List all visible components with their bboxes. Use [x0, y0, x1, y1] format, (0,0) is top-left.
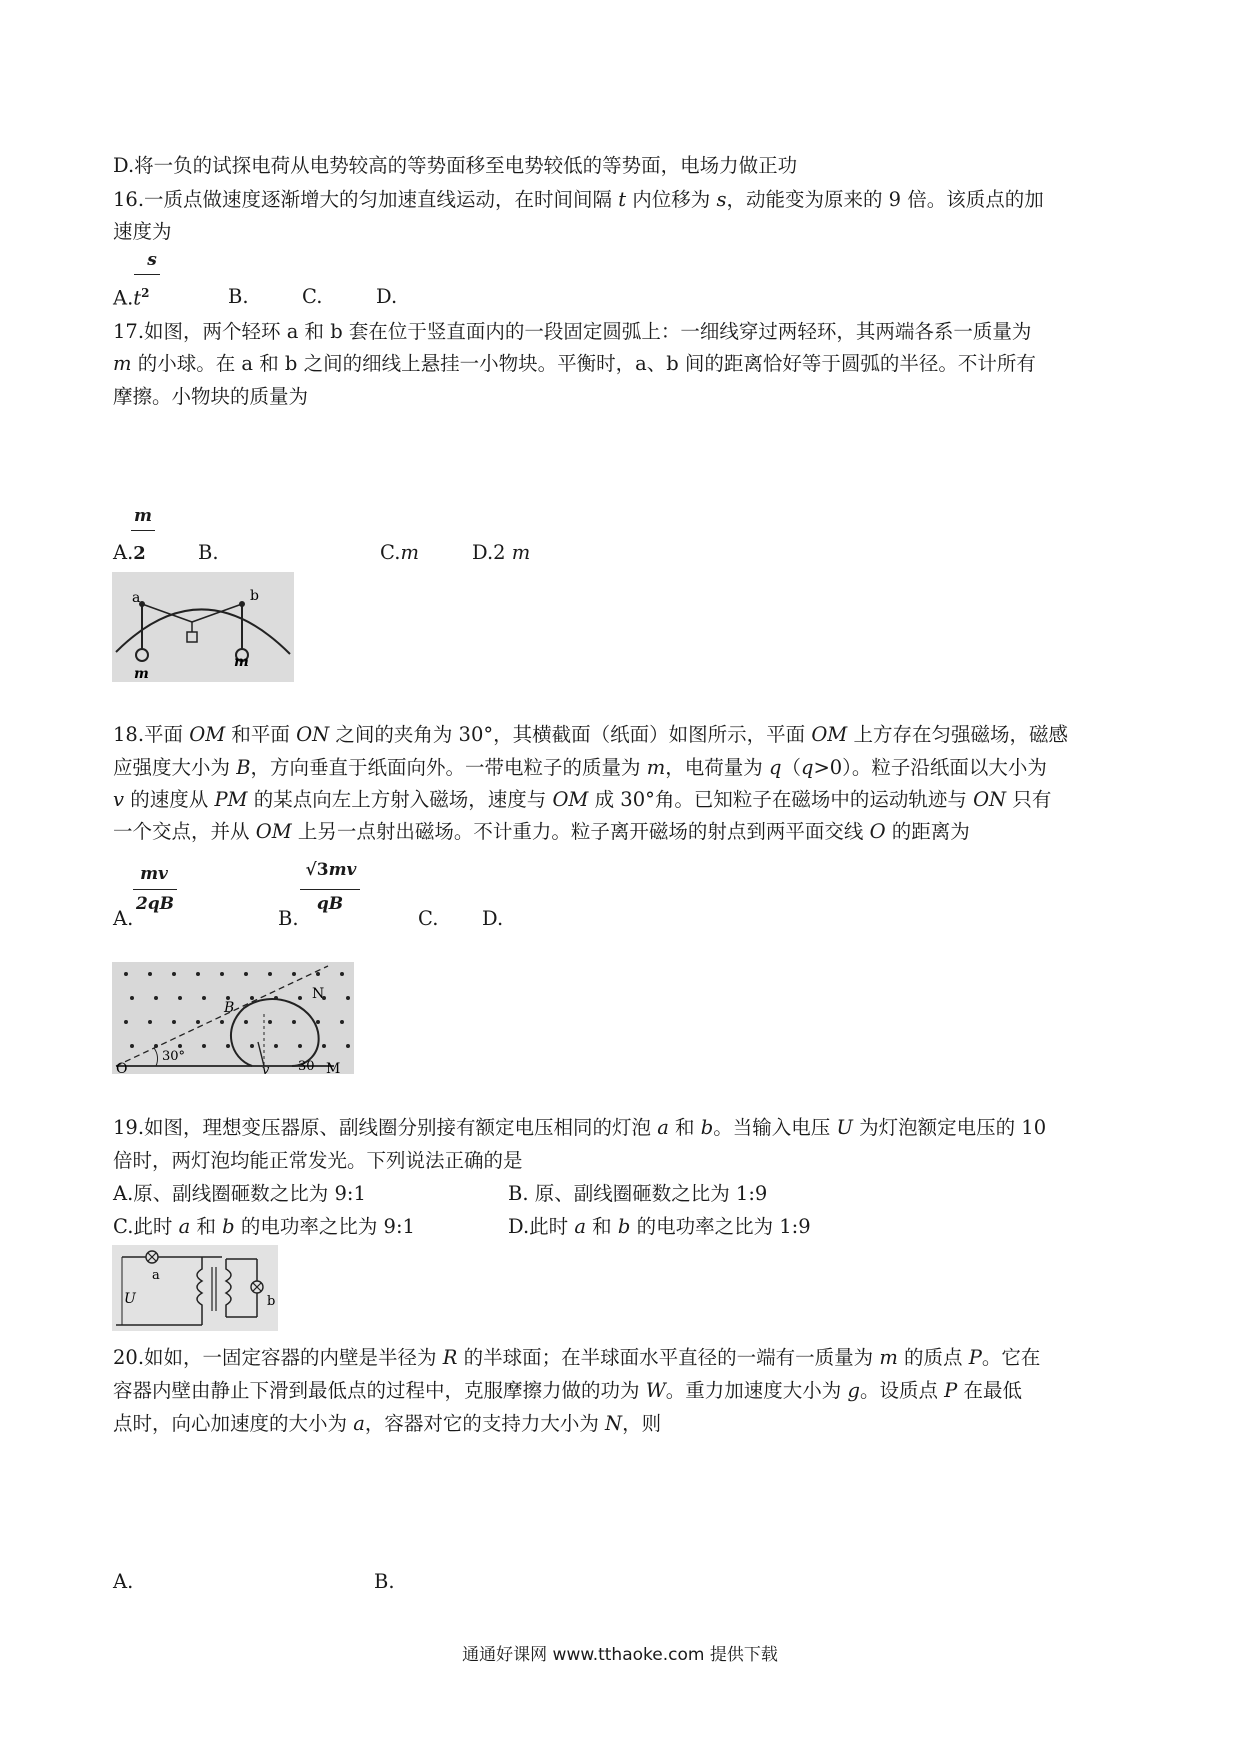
- field-dot: [148, 972, 152, 976]
- var-P: P: [944, 1379, 958, 1402]
- text: 的半球面；在半球面水平直径的一端有一质量为: [457, 1346, 880, 1369]
- field-dot: [298, 996, 302, 1000]
- var-s: s: [716, 188, 727, 211]
- text: 的电功率之比为 9:1: [234, 1215, 415, 1238]
- text: ，则: [622, 1412, 662, 1435]
- field-dot: [130, 996, 134, 1000]
- field-dot: [340, 1020, 344, 1024]
- text: 容器内壁由静止下滑到最低点的过程中，克服摩擦力做的功为: [113, 1379, 646, 1402]
- label: A.: [113, 286, 134, 310]
- var-m: m: [400, 541, 419, 564]
- text: 成 30°角。已知粒子在磁场中的运动轨迹与: [588, 788, 974, 811]
- var-PM: PM: [214, 788, 248, 811]
- q17-option-a: [113, 543, 146, 563]
- q18-fig-label-angle2: 30: [298, 1059, 315, 1074]
- q20-stem-line2: [113, 1381, 1022, 1401]
- q18-option-a-bar: [133, 889, 177, 890]
- q17-fig-label-m2: m: [234, 654, 249, 670]
- q18-figure: [112, 962, 354, 1074]
- var-m: m: [113, 352, 132, 375]
- field-dot: [346, 1044, 350, 1048]
- field-dot: [346, 996, 350, 1000]
- field-dot: [316, 1020, 320, 1024]
- field-dot: [124, 972, 128, 976]
- text: 内位移为: [626, 188, 717, 211]
- var-ON: ON: [973, 788, 1007, 811]
- q17-figure-svg: [112, 572, 294, 682]
- text: 和: [585, 1215, 618, 1238]
- label: D.2: [472, 541, 512, 564]
- text: 20.如如，一固定容器的内壁是半径为: [113, 1346, 443, 1369]
- text: 和: [190, 1215, 223, 1238]
- var-O: O: [869, 820, 886, 843]
- text: 上方存在匀强磁场，磁感: [847, 723, 1068, 746]
- field-dot: [298, 1044, 302, 1048]
- var-a: a: [353, 1412, 365, 1435]
- q18-figure-svg: [112, 962, 354, 1074]
- q17-option-d: [472, 543, 530, 563]
- var-t: t: [618, 188, 627, 211]
- q16-frac-num: s: [147, 250, 157, 270]
- text: （: [781, 756, 801, 779]
- q17-frac-num: m: [134, 506, 152, 526]
- q17-figure: [112, 572, 294, 682]
- field-dot: [268, 1020, 272, 1024]
- var-m: m: [646, 756, 666, 779]
- q18-option-b-num: [300, 862, 362, 879]
- text: 在最低: [957, 1379, 1022, 1402]
- q19-option-d: [508, 1217, 811, 1237]
- text: ，电荷量为: [665, 756, 769, 779]
- q20-option-b: B.: [374, 1570, 395, 1593]
- var-OM: OM: [811, 723, 848, 746]
- q20-option-a: A.: [113, 1570, 134, 1593]
- text: ，容器对它的支持力大小为: [364, 1412, 606, 1435]
- text: 。重力加速度大小为: [665, 1379, 848, 1402]
- q18-option-d: D.: [482, 907, 504, 930]
- q20-stem-line3: [113, 1414, 661, 1434]
- q16-option-d: D.: [376, 285, 398, 308]
- page-footer: 通通好课网 www.tthaoke.com 提供下载: [462, 1645, 778, 1665]
- text: 只有: [1006, 788, 1052, 811]
- q18-field-dots: [124, 972, 350, 1048]
- text: 和平面: [225, 723, 297, 746]
- text: ，方向垂直于纸面向外。一带电粒子的质量为: [250, 756, 647, 779]
- text: 为灯泡额定电压的 10: [852, 1116, 1047, 1139]
- q16-option-c: C.: [302, 285, 323, 308]
- field-dot: [196, 1020, 200, 1024]
- q17-option-b: B.: [198, 541, 219, 564]
- text: 上另一点射出磁场。不计重力。粒子离开磁场的射点到两平面交线: [291, 820, 870, 843]
- field-dot: [316, 972, 320, 976]
- q17-stem-line3: [113, 387, 308, 407]
- var-t: t: [133, 286, 142, 310]
- text: 点时，向心加速度的大小为: [113, 1412, 354, 1435]
- var-OM: OM: [255, 820, 292, 843]
- text: 的质点: [897, 1346, 969, 1369]
- text: D.此时: [508, 1215, 575, 1238]
- q17-stem-line1: [113, 322, 1031, 342]
- text: 。当输入电压: [713, 1116, 837, 1139]
- text: 。它在: [981, 1346, 1041, 1369]
- q18-option-b: B.: [278, 907, 299, 930]
- text: 倍时，两灯泡均能正常发光。下列说法正确的是: [113, 1149, 523, 1172]
- q20-stem-line1: [113, 1348, 1040, 1368]
- var-b: b: [222, 1215, 235, 1238]
- text: ，动能变为原来的 9 倍。该质点的加: [726, 188, 1044, 211]
- field-dot: [220, 972, 224, 976]
- field-dot: [172, 1020, 176, 1024]
- num: mv: [328, 860, 357, 880]
- text: 16.一质点做速度逐渐增大的匀加速直线运动，在时间间隔: [113, 188, 619, 211]
- q18-option-a: A.: [113, 907, 134, 930]
- text: 的速度从: [124, 788, 215, 811]
- var-q: q: [800, 756, 814, 779]
- var-W: W: [645, 1379, 666, 1402]
- text: 和: [668, 1116, 701, 1139]
- q18-fig-label-angle1: 30°: [162, 1049, 186, 1064]
- text: 之间的夹角为 30°，其横截面（纸面）如图所示，平面: [329, 723, 812, 746]
- var-a: a: [574, 1215, 586, 1238]
- q16-option-b: B.: [228, 285, 249, 308]
- var-q: q: [768, 756, 782, 779]
- field-dot: [292, 1020, 296, 1024]
- q15-option-d-text: D.将一负的试探电荷从电势较高的等势面移至电势较低的等势面，电场力做正功: [113, 154, 798, 177]
- q19-figure-svg: [112, 1245, 278, 1331]
- q16-option-a: [113, 287, 149, 308]
- var-g: g: [847, 1379, 860, 1402]
- q19-fig-label-a: a: [152, 1268, 160, 1283]
- q18-fig-label-O: O: [116, 1061, 128, 1074]
- exponent: 2: [141, 286, 150, 300]
- label: A.: [113, 541, 134, 564]
- text: 应强度大小为: [113, 756, 237, 779]
- q15-option-d: [113, 156, 797, 176]
- q18-option-a-num: mv: [140, 864, 168, 884]
- q16-frac-bar: [134, 274, 160, 275]
- field-dot: [172, 972, 176, 976]
- q19-option-c: [113, 1217, 415, 1237]
- q18-option-b-den: qB: [316, 894, 344, 914]
- var-b: b: [700, 1116, 714, 1139]
- text: 18.平面: [113, 723, 190, 746]
- var-N: N: [605, 1412, 623, 1435]
- q19-figure: [112, 1245, 278, 1331]
- var-U: U: [836, 1116, 853, 1139]
- field-dot: [178, 996, 182, 1000]
- text: 摩擦。小物块的质量为: [113, 385, 309, 408]
- field-dot: [202, 996, 206, 1000]
- var-a: a: [657, 1116, 669, 1139]
- q18-fig-label-N: N: [312, 986, 325, 1002]
- field-dot: [340, 972, 344, 976]
- q18-fig-label-v: v: [262, 1063, 270, 1074]
- q18-option-b-bar: [300, 889, 360, 890]
- field-dot: [226, 1044, 230, 1048]
- q18-stem-line4: [113, 822, 970, 842]
- label: C.: [380, 541, 401, 564]
- q19-option-a: A.原、副线圈砸数之比为 9:1: [113, 1182, 366, 1205]
- text: 的距离为: [885, 820, 970, 843]
- text: 速度为: [113, 220, 172, 243]
- q17-fig-label-a: a: [132, 590, 141, 606]
- var-a: a: [178, 1215, 191, 1238]
- var-OM: OM: [552, 788, 589, 811]
- field-dot: [124, 1020, 128, 1024]
- q19-fig-label-U: U: [124, 1291, 136, 1307]
- field-dot: [250, 996, 254, 1000]
- sqrt: √3: [305, 860, 329, 880]
- text: 19.如图，理想变压器原、副线圈分别接有额定电压相同的灯泡: [113, 1116, 658, 1139]
- denominator: 2: [133, 543, 146, 564]
- q18-stem-line1: [113, 725, 1068, 745]
- field-dot: [322, 1044, 326, 1048]
- q18-stem-line3: [113, 790, 1051, 810]
- q19-fig-label-b: b: [267, 1294, 276, 1309]
- field-dot: [268, 972, 272, 976]
- text: C.此时: [113, 1215, 179, 1238]
- text: >0）。粒子沿纸面以大小为: [813, 756, 1047, 779]
- q17-fig-label-m1: m: [134, 666, 149, 682]
- field-dot: [130, 1044, 134, 1048]
- text: 的电功率之比为 1:9: [630, 1215, 811, 1238]
- field-dot: [202, 1044, 206, 1048]
- var-m: m: [511, 541, 531, 564]
- text: 的某点向左上方射入磁场，速度与: [247, 788, 553, 811]
- q16-stem-line2: [113, 222, 172, 242]
- var-R: R: [442, 1346, 458, 1369]
- field-dot: [274, 1044, 278, 1048]
- q18-fig-label-B: B: [224, 1000, 235, 1016]
- text: 17.如图，两个轻环 a 和 b 套在位于竖直面内的一段固定圆弧上：一细线穿过两轻环，其两端各系一质量为: [113, 320, 1032, 343]
- var-m: m: [879, 1346, 898, 1369]
- field-dot: [244, 1020, 248, 1024]
- var-OM: OM: [189, 723, 226, 746]
- var-ON: ON: [296, 723, 330, 746]
- q19-option-b: B. 原、副线圈砸数之比为 1:9: [508, 1182, 768, 1205]
- q17-frac-bar: [131, 530, 155, 531]
- field-dot: [148, 1020, 152, 1024]
- q18-stem-line2: [113, 758, 1047, 778]
- var-v: v: [113, 788, 125, 811]
- field-dot: [196, 972, 200, 976]
- q18-option-c: C.: [418, 907, 439, 930]
- field-dot: [244, 972, 248, 976]
- q19-stem-line2: [113, 1151, 523, 1171]
- field-dot: [250, 1044, 254, 1048]
- var-P: P: [968, 1346, 982, 1369]
- q18-fig-label-M: M: [326, 1061, 341, 1074]
- field-dot: [178, 1044, 182, 1048]
- q18-option-a-den: 2qB: [135, 894, 175, 914]
- q16-stem-line1: [113, 190, 1044, 210]
- q17-stem-line2: [113, 354, 1036, 374]
- q17-option-c: [380, 543, 419, 563]
- q19-stem-line1: [113, 1118, 1046, 1138]
- text: 。设质点: [859, 1379, 945, 1402]
- text: 一个交点，并从: [113, 820, 256, 843]
- text: 的小球。在 a 和 b 之间的细线上悬挂一小物块。平衡时，a、b 间的距离恰好等于圆弧的半径。不计所有: [131, 352, 1036, 375]
- field-dot: [292, 972, 296, 976]
- field-dot: [154, 996, 158, 1000]
- var-B: B: [236, 756, 251, 779]
- field-dot: [220, 1020, 224, 1024]
- q17-fig-label-b: b: [250, 588, 259, 604]
- var-b: b: [617, 1215, 631, 1238]
